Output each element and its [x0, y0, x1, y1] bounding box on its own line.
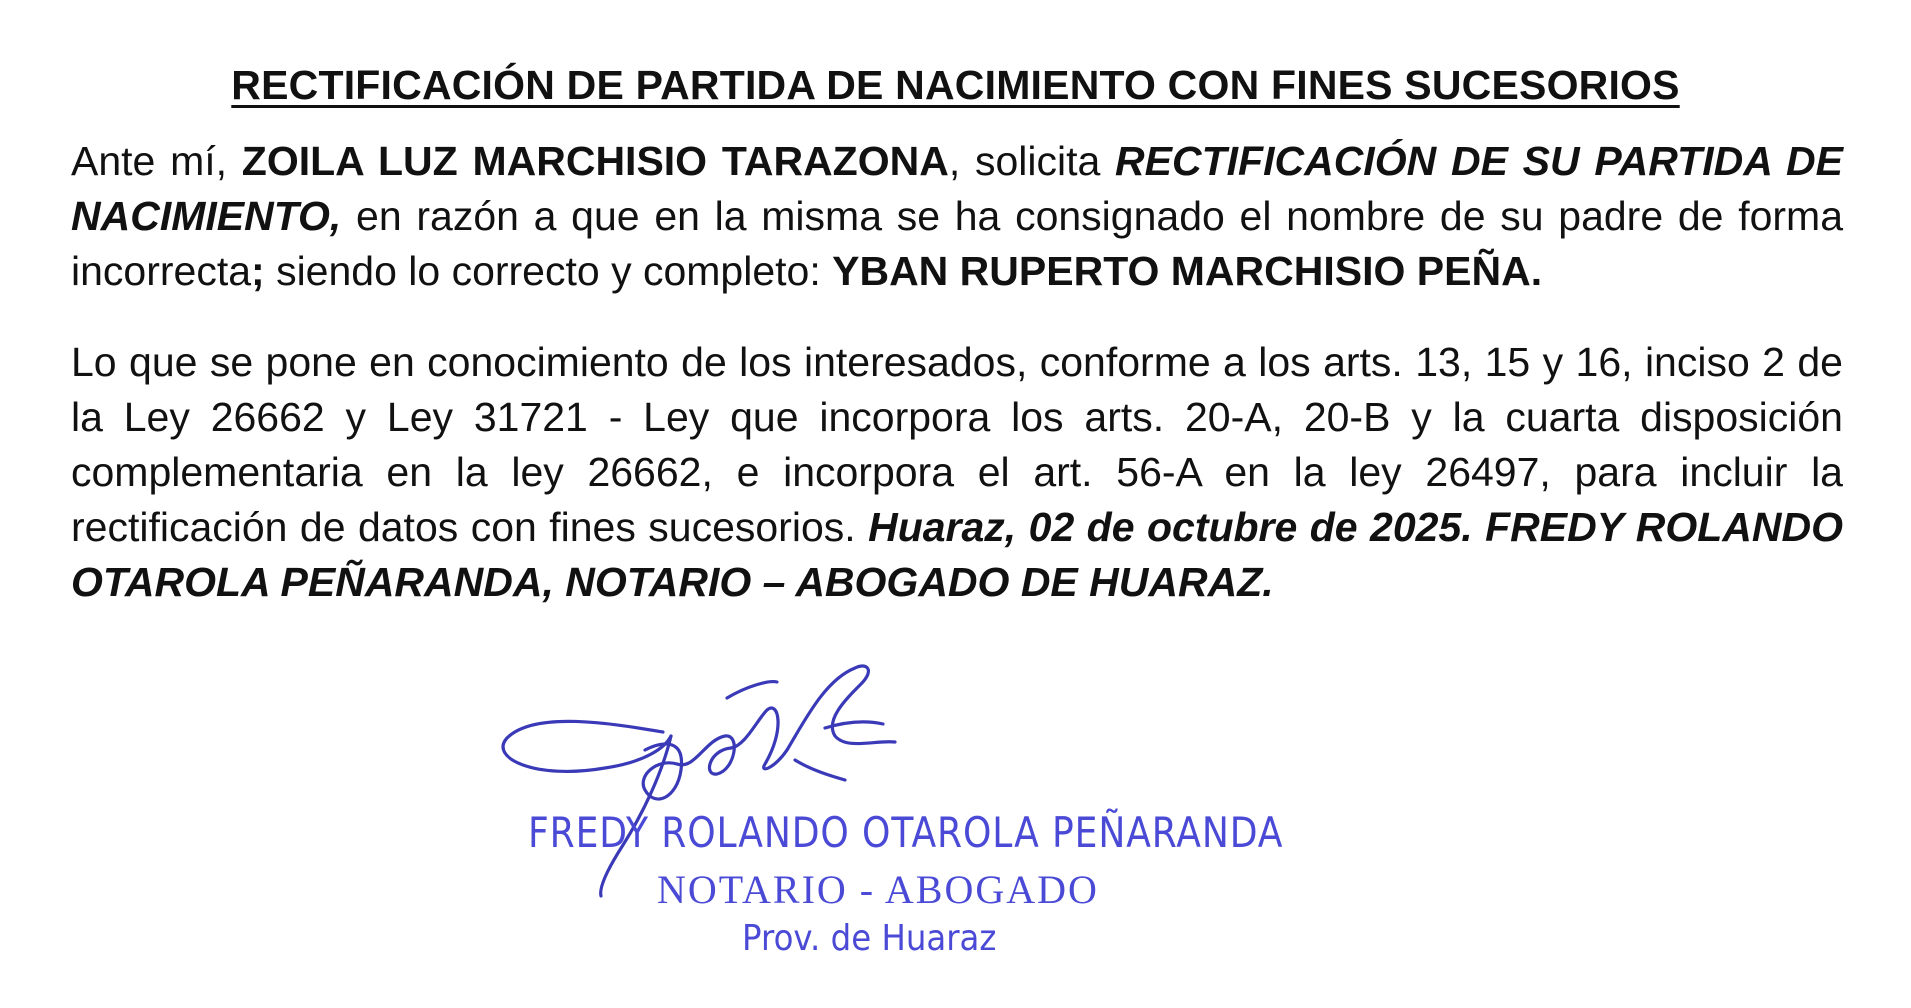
notice-body: Lo que se pone en conocimiento de los interesados, conforme a los arts. 13, 15 y 16, inciso 2 de la Ley 26662 y Ley 31721 - Ley que incorpora los arts. 20-A, 20-B y la cuarta disposición complementaria en la ley 26662, e incorpora el art. 56-A en la ley 26497, para incluir la rectificación de datos con fines sucesorios.: [71, 339, 1843, 550]
semicolon: ;: [251, 248, 265, 294]
request-text: RECTIFICACIÓN DE SU PARTIDA DE NACIMIENTO,: [71, 138, 1844, 239]
document-title: [0, 62, 1911, 109]
intro-text: Ante mí,: [71, 138, 242, 184]
correct-intro-text: siendo lo correcto y completo:: [264, 248, 833, 294]
applicant-name: ZOILA LUZ MARCHISIO TARAZONA: [241, 138, 949, 184]
notary-stamp: [520, 808, 1284, 998]
paragraph-request: [71, 134, 1843, 299]
correct-father-name: YBAN RUPERTO MARCHISIO PEÑA.: [832, 248, 1543, 294]
reason-text: en razón a que en la misma se ha consignado el nombre de su padre de forma incorrecta: [71, 193, 1843, 294]
notice-closing: Huaraz, 02 de octubre de 2025. FREDY ROLANDO OTAROLA PEÑARANDA, NOTARIO – ABOGADO DE HUARAZ.: [71, 504, 1843, 605]
verb-text: , solicita: [948, 138, 1116, 184]
stamp-name: FREDY ROLANDO OTAROLA PEÑARANDA: [528, 808, 1284, 857]
stamp-location: Prov. de Huaraz: [742, 918, 997, 959]
paragraph-notice: [71, 335, 1843, 610]
stamp-role: NOTARIO - ABOGADO: [657, 867, 1099, 912]
document-title-text: RECTIFICACIÓN DE PARTIDA DE NACIMIENTO CON FINES SUCESORIOS: [231, 62, 1680, 108]
